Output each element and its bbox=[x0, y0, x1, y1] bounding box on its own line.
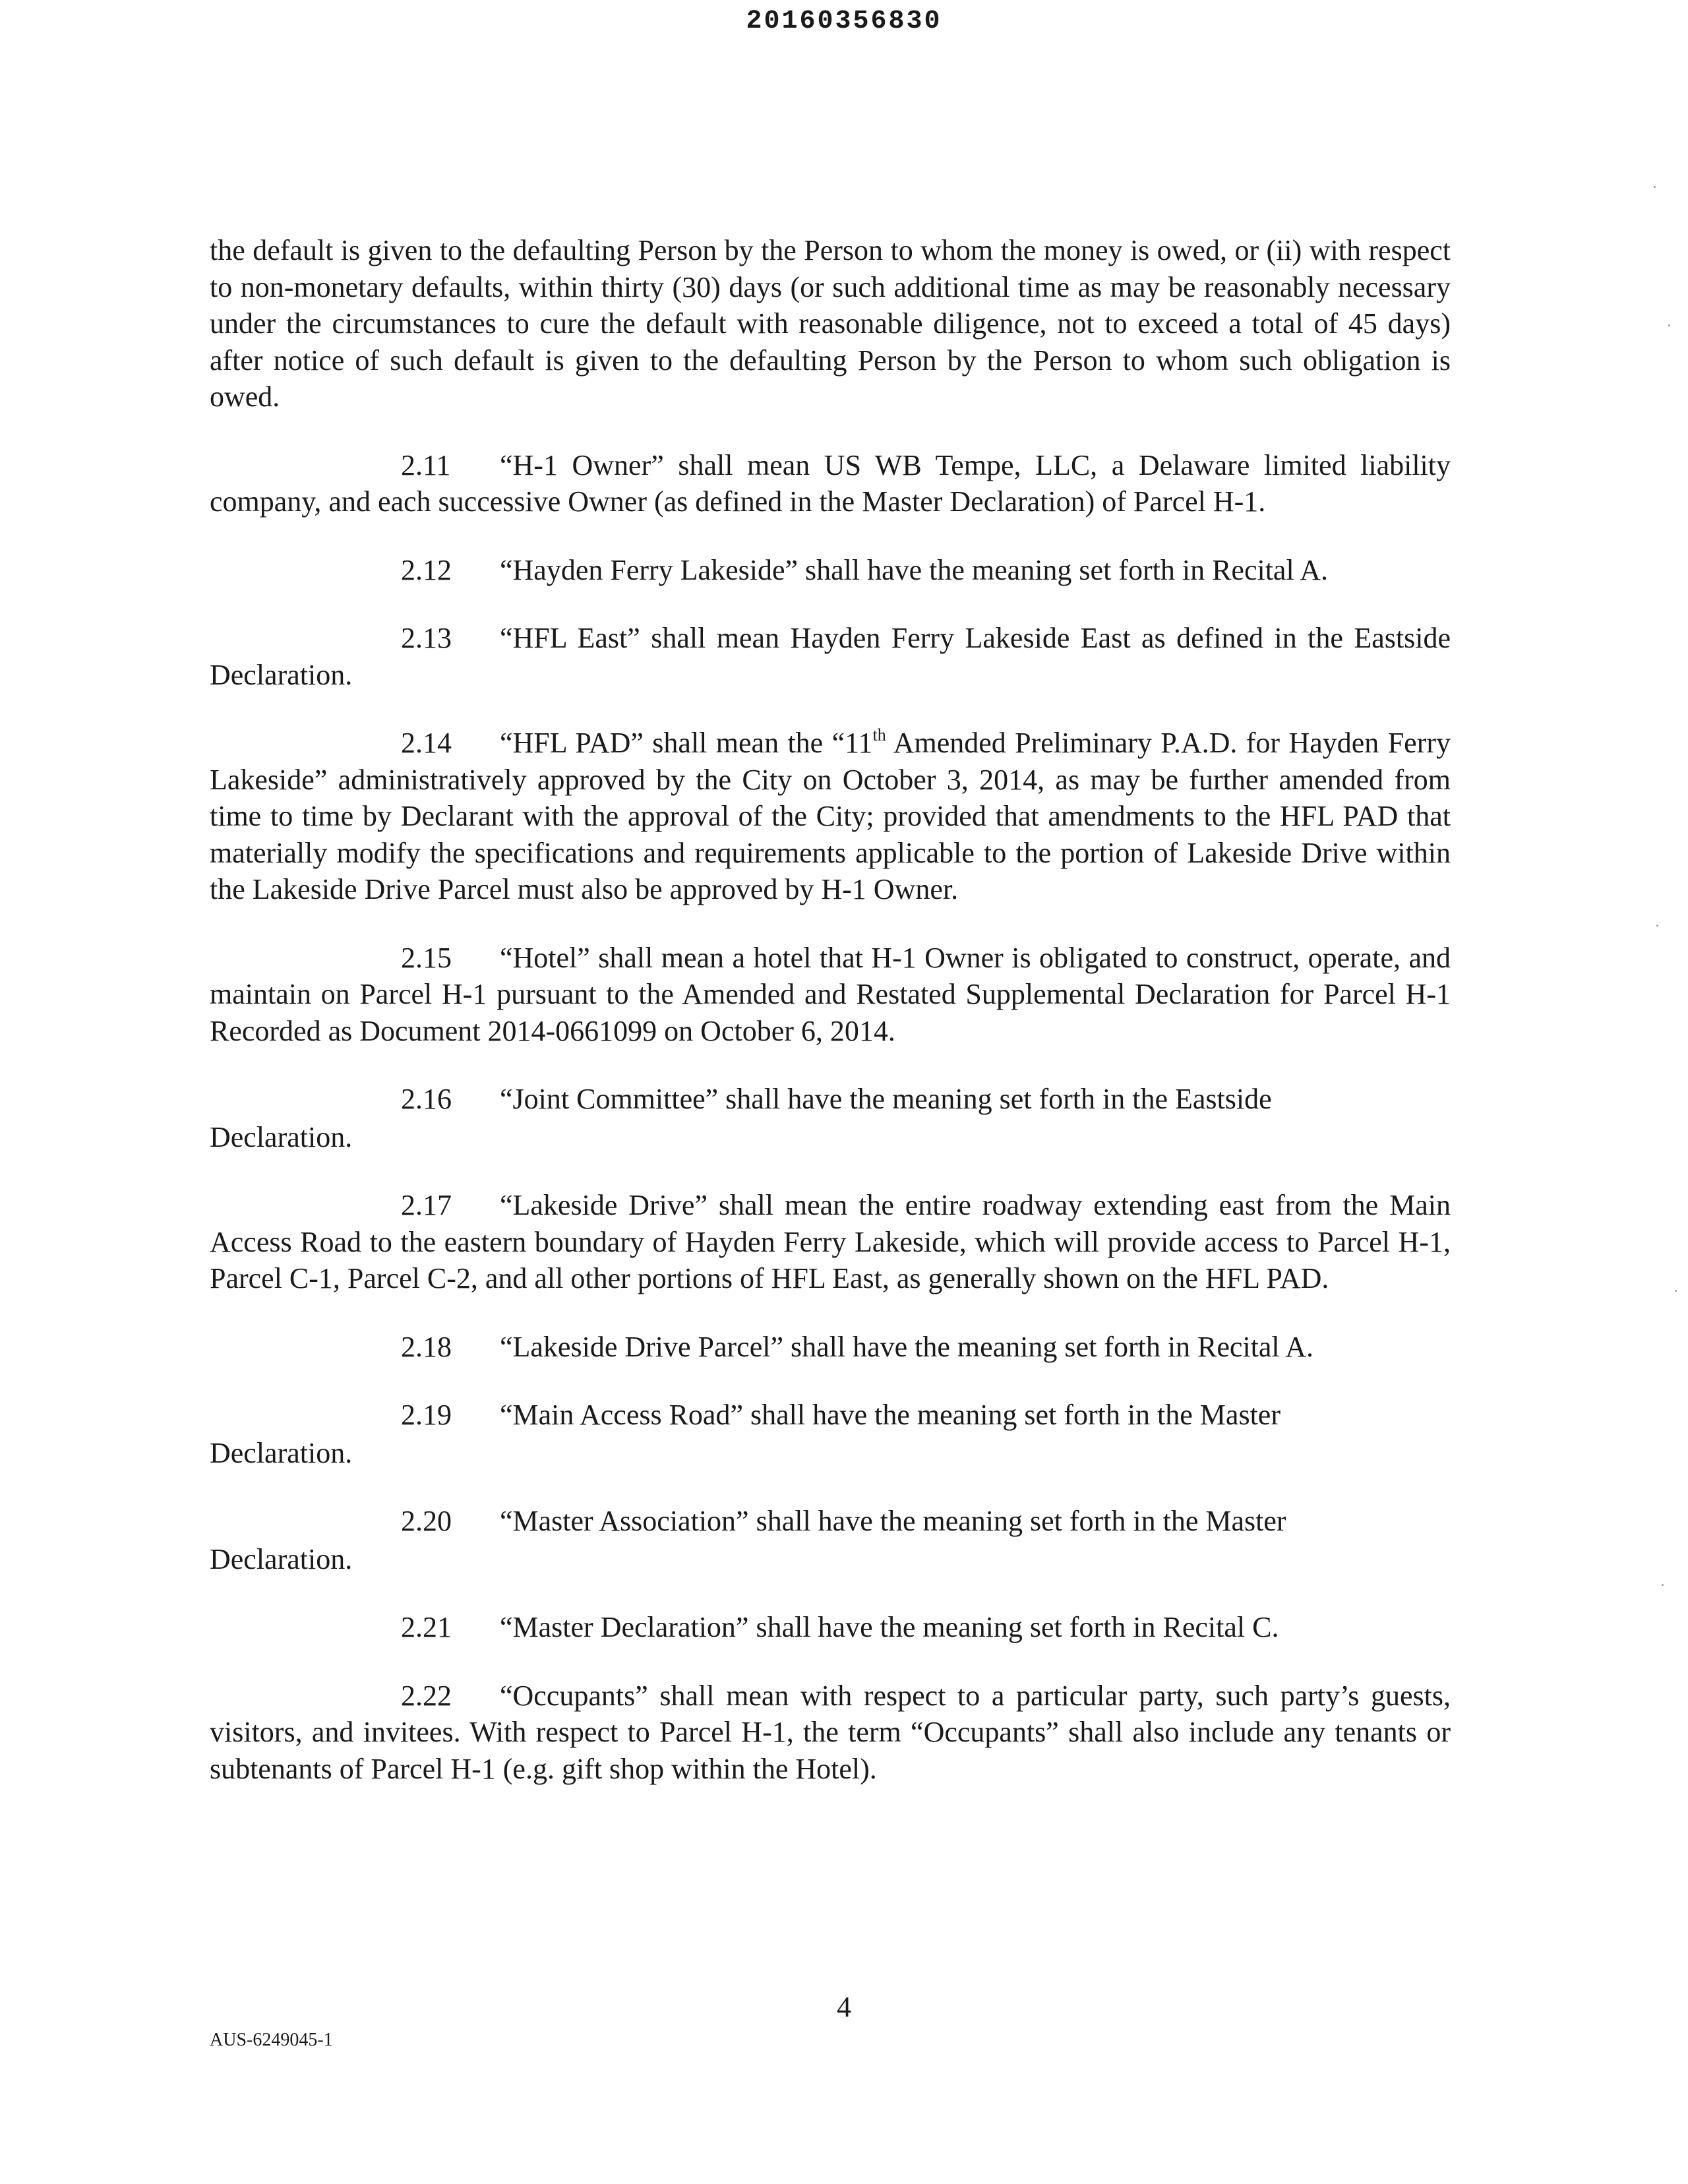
scan-artifact bbox=[1662, 1584, 1664, 1586]
section-number: 2.14 bbox=[401, 727, 452, 759]
section-tail: Declaration. bbox=[210, 1542, 353, 1575]
section-number: 2.19 bbox=[401, 1399, 452, 1431]
intro-paragraph: the default is given to the defaulting Person by the Person to whom the money is owed, or (ii) with respect to non-monetary defaults, within thirty (30) days (or such additional time as may be reasonably necessary under the circumstances to cure the default with reasonable diligence, not to exceed a total of 45 days) after notice of such default is given to the defaulting Person by the Person to whom such obligation is owed. bbox=[210, 234, 1451, 413]
section-tail: Declaration. bbox=[210, 1120, 353, 1153]
section-text: “Lakeside Drive Parcel” shall have the meaning set forth in Recital A. bbox=[500, 1330, 1313, 1363]
scan-artifact bbox=[1656, 925, 1658, 926]
section-text-before: “HFL PAD” shall mean the “11 bbox=[500, 727, 873, 759]
section-number: 2.11 bbox=[401, 448, 451, 481]
section-text: “Occupants” shall mean with respect to a particular party, such party’s guests, visitors, and invitees. With respect to Parcel H-1, the term “Occupants” shall also include any tenants or subtenants of Parcel H-1 (e.g. gift shop within the Hotel). bbox=[210, 1679, 1451, 1785]
section-2-18 bbox=[210, 1329, 1451, 1366]
superscript-ordinal: th bbox=[872, 725, 886, 744]
section-number: 2.22 bbox=[401, 1679, 452, 1712]
section-text: “Hotel” shall mean a hotel that H-1 Owner is obligated to construct, operate, and maintain on Parcel H-1 pursuant to the Amended and Restated Supplemental Declaration for Parcel H-1 Recorded as Document 2014-0661099 on October 6, 2014. bbox=[210, 941, 1451, 1047]
scan-artifact bbox=[1654, 186, 1656, 188]
section-text: “Hayden Ferry Lakeside” shall have the meaning set forth in Recital A. bbox=[500, 553, 1329, 586]
section-2-11 bbox=[210, 447, 1451, 520]
section-2-16 bbox=[210, 1081, 1451, 1155]
section-number: 2.17 bbox=[401, 1189, 452, 1221]
section-text: “Master Association” shall have the meaning set forth in the Master bbox=[500, 1505, 1286, 1537]
page-number: 4 bbox=[837, 1991, 851, 2023]
section-2-22 bbox=[210, 1678, 1451, 1788]
section-2-19 bbox=[210, 1397, 1451, 1471]
section-number: 2.15 bbox=[401, 941, 452, 974]
section-text: “Joint Committee” shall have the meaning set forth in the Eastside bbox=[500, 1083, 1272, 1115]
document-body bbox=[210, 232, 1451, 1819]
section-number: 2.16 bbox=[401, 1083, 452, 1115]
section-2-21 bbox=[210, 1609, 1451, 1646]
section-number: 2.12 bbox=[401, 553, 452, 586]
section-2-12 bbox=[210, 552, 1451, 589]
section-2-13 bbox=[210, 620, 1451, 693]
footer-document-id: AUS-6249045-1 bbox=[210, 2030, 333, 2050]
section-number: 2.21 bbox=[401, 1611, 452, 1643]
document-number: 20160356830 bbox=[746, 7, 942, 36]
section-2-15 bbox=[210, 940, 1451, 1050]
section-text-after: Amended Preliminary P.A.D. for Hayden Ferry Lakeside” administratively approved by the City on October 3, 2014, as may be further amended from time to time by Declarant with the approval of the City; provided that amendments to the HFL PAD that materially modify the specifications and requirements applicable to the portion of Lakeside Drive within the Lakeside Drive Parcel must also be approved by H-1 Owner. bbox=[210, 727, 1451, 905]
section-number: 2.18 bbox=[401, 1330, 452, 1363]
section-number: 2.20 bbox=[401, 1505, 452, 1537]
section-2-20 bbox=[210, 1503, 1451, 1577]
section-2-17 bbox=[210, 1187, 1451, 1297]
section-tail: Declaration. bbox=[210, 1436, 353, 1469]
section-text: “HFL East” shall mean Hayden Ferry Lakeside East as defined in the Eastside Declaration. bbox=[210, 622, 1451, 691]
section-2-14 bbox=[210, 725, 1451, 908]
section-text: “H-1 Owner” shall mean US WB Tempe, LLC, a Delaware limited liability company, and each successive Owner (as defined in the Master Declaration) of Parcel H-1. bbox=[210, 448, 1451, 518]
section-text: “Master Declaration” shall have the meaning set forth in Recital C. bbox=[500, 1611, 1279, 1643]
section-text: “Lakeside Drive” shall mean the entire roadway extending east from the Main Access Road to the eastern boundary of Hayden Ferry Lakeside, which will provide access to Parcel H-1, Parcel C-1, Parcel C-2, and all other portions of HFL East, as generally shown on the HFL PAD. bbox=[210, 1189, 1451, 1294]
scan-artifact bbox=[1675, 1290, 1677, 1292]
section-text: “Main Access Road” shall have the meaning set forth in the Master bbox=[500, 1399, 1281, 1431]
section-number: 2.13 bbox=[401, 622, 452, 654]
scan-artifact bbox=[1668, 324, 1670, 326]
